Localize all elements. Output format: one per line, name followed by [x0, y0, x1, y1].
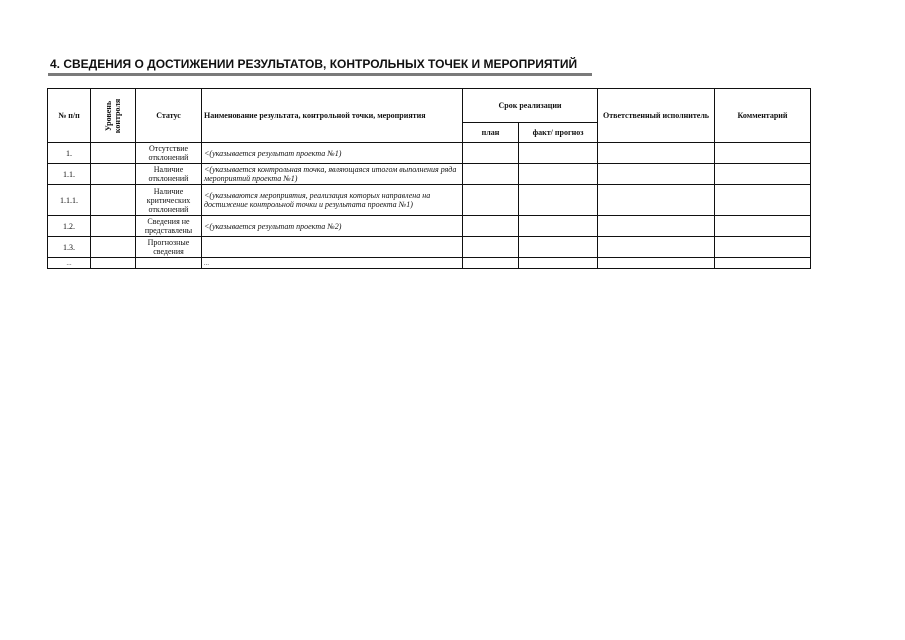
header-plan: план	[463, 123, 519, 143]
table-row	[48, 216, 811, 237]
results-table	[47, 88, 811, 269]
row-num: ...	[48, 258, 91, 269]
row-comment	[715, 143, 811, 164]
row-plan	[463, 237, 519, 258]
row-level	[91, 164, 136, 185]
row-executor	[598, 164, 715, 185]
table-row	[48, 185, 811, 216]
row-plan	[463, 164, 519, 185]
header-fact: факт/ прогноз	[519, 123, 598, 143]
header-row-1	[48, 89, 811, 123]
row-num: 1.1.	[48, 164, 91, 185]
row-comment	[715, 258, 811, 269]
row-comment	[715, 237, 811, 258]
row-num: 1.2.	[48, 216, 91, 237]
header-executor: Ответственный исполнитель	[598, 89, 715, 143]
row-status: Сведения не представлены	[136, 216, 202, 237]
row-plan	[463, 216, 519, 237]
row-name: <(указываются мероприятия, реализация которых направлена на достижение контрольной точки и результата проекта №1)	[202, 185, 463, 216]
table-row	[48, 237, 811, 258]
row-status: Прогнозные сведения	[136, 237, 202, 258]
row-comment	[715, 185, 811, 216]
row-fact	[519, 237, 598, 258]
row-name: <(указывается результат проекта №1)	[202, 143, 463, 164]
row-comment	[715, 164, 811, 185]
row-name: ...	[202, 258, 463, 269]
row-fact	[519, 216, 598, 237]
row-executor	[598, 258, 715, 269]
title-underline	[48, 73, 592, 76]
header-comment: Комментарий	[715, 89, 811, 143]
row-fact	[519, 258, 598, 269]
header-period: Срок реализации	[463, 89, 598, 123]
row-level	[91, 237, 136, 258]
row-name: <(указывается результат проекта №2)	[202, 216, 463, 237]
row-executor	[598, 216, 715, 237]
row-level	[91, 258, 136, 269]
header-level	[91, 89, 136, 143]
row-fact	[519, 185, 598, 216]
row-fact	[519, 164, 598, 185]
row-status: Наличие отклонений	[136, 164, 202, 185]
row-status	[136, 258, 202, 269]
row-name	[202, 237, 463, 258]
row-executor	[598, 237, 715, 258]
row-status: Наличие критических отклонений	[136, 185, 202, 216]
section-title: 4. СВЕДЕНИЯ О ДОСТИЖЕНИИ РЕЗУЛЬТАТОВ, КОНТРОЛЬНЫХ ТОЧЕК И МЕРОПРИЯТИЙ	[50, 57, 578, 71]
header-name: Наименование результата, контрольной точки, мероприятия	[202, 89, 463, 143]
header-status: Статус	[136, 89, 202, 143]
row-plan	[463, 185, 519, 216]
row-name: <(указывается контрольная точка, являющаяся итогом выполнения ряда мероприятий проекта №1)	[202, 164, 463, 185]
table-row	[48, 258, 811, 269]
row-comment	[715, 216, 811, 237]
row-num: 1.1.1.	[48, 185, 91, 216]
table-row	[48, 143, 811, 164]
table-row	[48, 164, 811, 185]
row-fact	[519, 143, 598, 164]
row-num: 1.	[48, 143, 91, 164]
row-num: 1.3.	[48, 237, 91, 258]
row-level	[91, 143, 136, 164]
row-plan	[463, 258, 519, 269]
row-executor	[598, 143, 715, 164]
row-plan	[463, 143, 519, 164]
header-level-label: Уровень контроля	[104, 98, 122, 133]
row-level	[91, 185, 136, 216]
row-status: Отсутствие отклонений	[136, 143, 202, 164]
row-level	[91, 216, 136, 237]
header-num: № п/п	[48, 89, 91, 143]
row-executor	[598, 185, 715, 216]
